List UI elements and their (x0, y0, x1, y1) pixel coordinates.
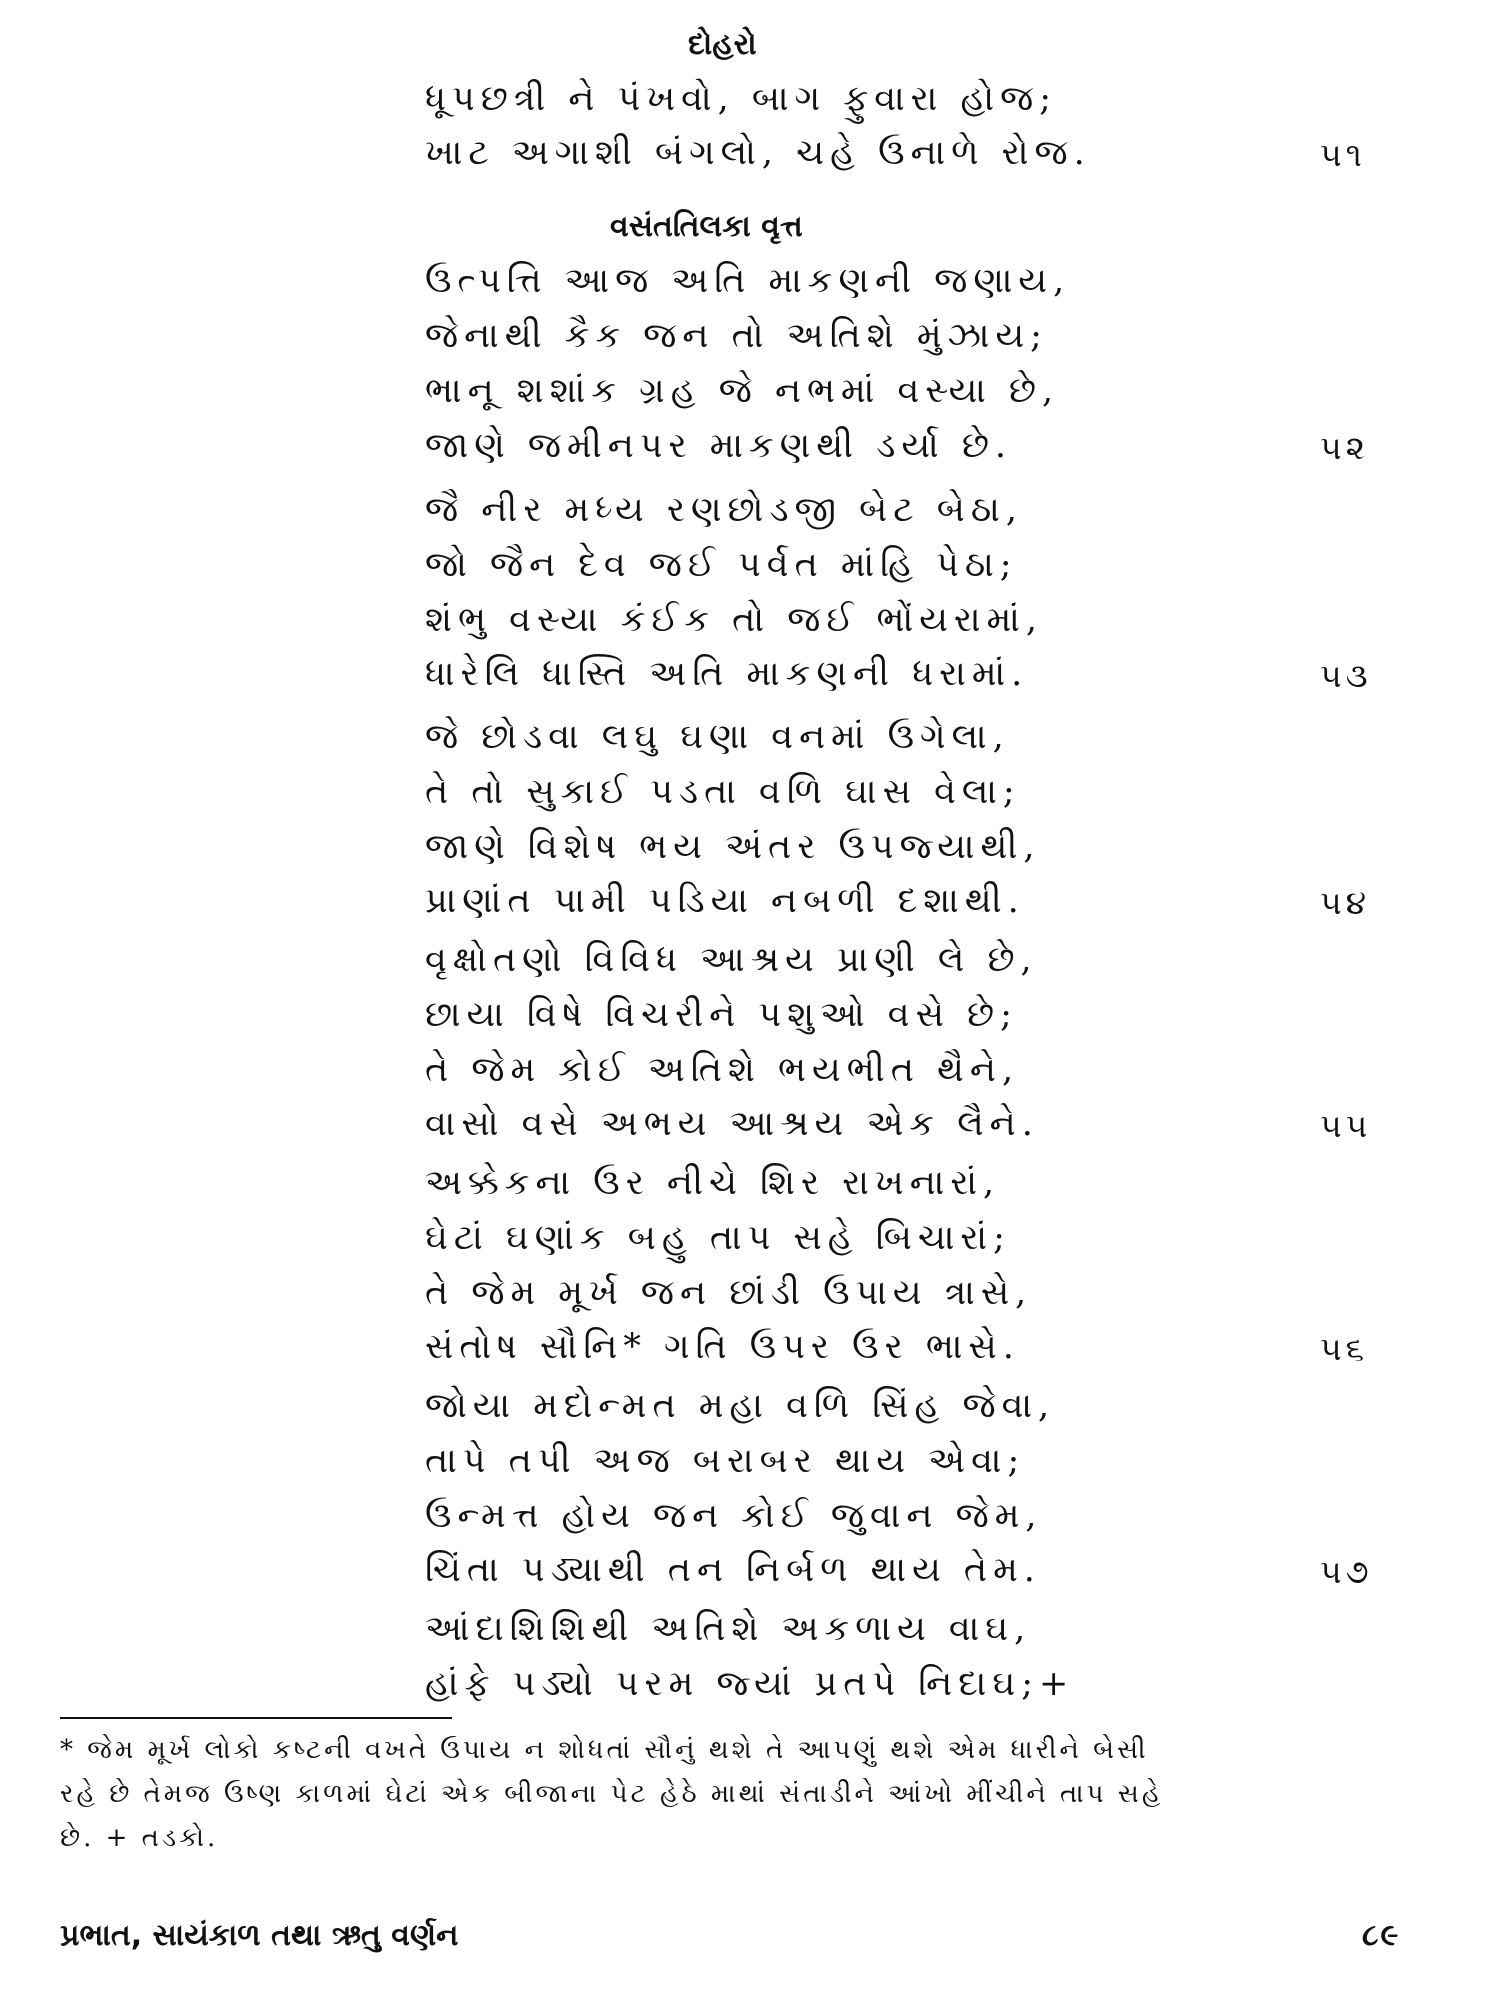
verse-line: સંતોષ સૌનિ* ગતિ ઉપર ઉર ભાસે. (425, 1327, 1020, 1367)
verse-number: ૫૪ (1320, 883, 1371, 922)
section-heading-doharo: દોહરો (688, 27, 757, 62)
verse-line: આંદાશિશિથી અતિશે અકળાય વાઘ, (425, 1609, 1032, 1649)
verse-line: ચિંતા પડ્યાથી તન નિર્બળ થાય તેમ. (425, 1550, 1041, 1590)
verse-line: ઉત્પત્તિ આજ અતિ માકણની જણાય, (425, 261, 1071, 301)
page-number: ૮૯ (1362, 1918, 1401, 1953)
verse-line: હાંફે પડ્યો પરમ જ્યાં પ્રતપે નિદાઘ;+ (425, 1664, 1075, 1704)
verse-line: ઉન્મત્ત હોય જન કોઈ જુવાન જેમ, (425, 1496, 1043, 1536)
verse-line: જાણે જમીનપર માકણથી ડર્યા છે. (425, 426, 1013, 466)
verse-line: તાપે તપી અજ બરાબર થાય એવા; (425, 1441, 1026, 1481)
verse-line: જૈ નીર મધ્ય રણછોડજી બેટ બેઠા, (425, 490, 1023, 530)
verse-line: જાણે વિશેષ ભય અંતર ઉપજ્યાથી, (425, 827, 1041, 867)
verse-line: છાયા વિષે વિચરીને પશુઓ વસે છે; (425, 995, 1018, 1035)
verse-line: જોયા મદોન્મત મહા વળિ સિંહ જેવા, (425, 1386, 1056, 1426)
verse-line: જે છોડવા લઘુ ઘણા વનમાં ઉગેલા, (425, 717, 1010, 757)
verse-line: અક્કેકના ઉર નીચે શિર રાખનારાં, (425, 1163, 1001, 1203)
verse-line: જો જૈન દેવ જઈ પર્વત માંહિ પેઠા; (425, 545, 1018, 585)
verse-line: શંભુ વસ્યા કંઈક તો જઈ ભોંયરામાં, (425, 600, 1044, 640)
footnote-line: રહે છે તેમજ ઉષ્ણ કાળમાં ઘેટાં એક બીજાના પેટ હેઠે માથાં સંતાડીને આંખો મીંચીને તાપ સહે (60, 1779, 1164, 1809)
verse-line: ધૂપછત્રી ને પંખવો, બાગ ફુવારા હોજ; (425, 79, 1057, 119)
verse-number: ૫૧ (1320, 135, 1366, 174)
footnote-line: છે. + તડકો. (60, 1823, 219, 1853)
verse-line: જેનાથી કૈક જન તો અતિશે મુંઝાય; (425, 316, 1048, 356)
verse-line: તે જેમ મૂર્ખ જન છાંડી ઉપાય ત્રાસે, (425, 1273, 1033, 1313)
verse-line: ઘેટાં ઘણાંક બહુ તાપ સહે બિચારાં; (425, 1218, 1011, 1258)
verse-line: વાસો વસે અભય આશ્રય એક લૈને. (425, 1104, 1039, 1144)
verse-number: ૫૭ (1320, 1552, 1373, 1591)
verse-line: પ્રાણાંત પામી પડિયા નબળી દશાથી. (425, 881, 1025, 921)
verse-line: વૃક્ષોતણો વિવિધ આશ્રય પ્રાણી લે છે, (425, 940, 1038, 980)
section-heading-vasantatilaka: વસંતતિલકા વૃત્ત (610, 209, 803, 244)
verse-line: તે તો સુકાઈ પડતા વળિ ઘાસ વેલા; (425, 772, 1021, 812)
verse-line: ખાટ અગાશી બંગલો, ચહે ઉનાળે રોજ. (425, 133, 1091, 173)
running-footer-title: પ્રભાત, સાયંકાળ તથા ઋતુ વર્ણન (60, 1918, 459, 1953)
verse-number: ૫૫ (1320, 1106, 1372, 1145)
verse-line: ભાનૂ શશાંક ગ્રહ જે નભમાં વસ્યા છે, (425, 371, 1060, 411)
footnote-divider (60, 1717, 452, 1719)
verse-number: ૫૨ (1320, 428, 1370, 467)
footnote-line: * જેમ મૂર્ખ લોકો કષ્ટની વખતે ઉપાય ન શોધતાં સૌનું થશે તે આપણું થશે એમ ધારીને બેસી (60, 1735, 1149, 1765)
verse-number: ૫૬ (1320, 1329, 1369, 1368)
verse-number: ૫૩ (1320, 656, 1372, 695)
verse-line: ધારેલિ ધાસ્તિ અતિ માકણની ધરામાં. (425, 654, 1029, 694)
verse-line: તે જેમ કોઈ અતિશે ભયભીત થૈને, (425, 1050, 1020, 1090)
